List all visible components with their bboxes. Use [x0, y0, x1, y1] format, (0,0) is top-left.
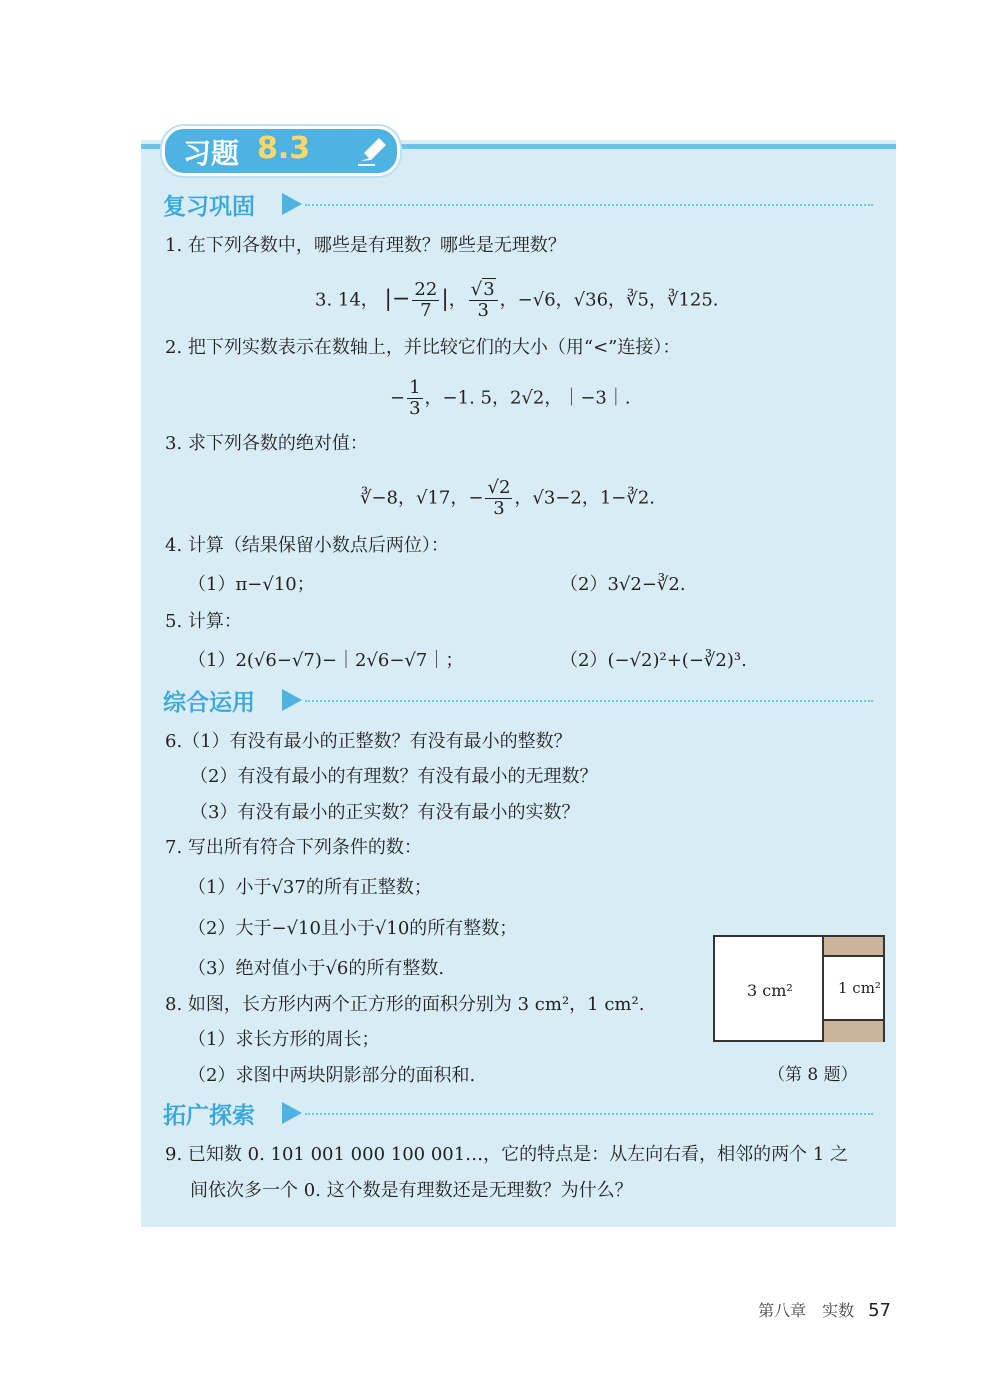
q2-text: 2. 把下列实数表示在数轴上，并比较它们的大小（用“<”连接）： [165, 337, 681, 358]
q7-text: 7. 写出所有符合下列条件的数： [165, 837, 422, 858]
q7-part2: （2）大于−√10且小于√10的所有整数； [188, 918, 518, 939]
q1-text: 1. 在下列各数中，哪些是有理数？哪些是无理数？ [165, 235, 566, 256]
page-number: 57 [868, 1300, 891, 1321]
exercise-number: 8.3 [257, 131, 311, 166]
q1-item-rest: ，−√6，√36，∛5，∛125. [499, 289, 719, 311]
chapter-label: 第八章 实数 [758, 1301, 855, 1320]
q2-fraction: $\frac{1}{3}$ [409, 377, 421, 419]
q1-item-a: 3. 14， [315, 289, 379, 311]
section-explore [163, 1097, 873, 1133]
section-arrow-icon [282, 689, 302, 711]
figure-left-label: 3 cm² [747, 981, 793, 1000]
exercise-title: 习题 [183, 137, 240, 170]
section-review-title: 复习巩固 [163, 194, 255, 220]
figure-shaded-top [824, 937, 883, 957]
q5-part1: （1）2(√6−√7)−｜2√6−√7｜； [188, 650, 464, 671]
q7-part3: （3）绝对值小于√6的所有整数. [188, 958, 445, 979]
section-apply-title: 综合运用 [163, 690, 255, 716]
q4-text: 4. 计算（结果保留小数点后两位）： [165, 535, 449, 556]
exercise-header-tab [162, 126, 400, 176]
section-divider [305, 204, 873, 206]
q1-numbers: 3. 14， |− $\frac{22}{7}$ |， $\frac{√3}{3}$ ，−√6，√36，∛5，∛125. [315, 279, 719, 321]
page-footer [758, 1298, 891, 1321]
q2-item-rest: ，−1. 5，2√2，｜−3｜. [424, 387, 631, 409]
section-arrow-icon [282, 193, 302, 215]
q6-line3: （3）有没有最小的正实数？有没有最小的实数？ [190, 802, 580, 823]
q2-numbers: − $\frac{1}{3}$ ，−1. 5，2√2，｜−3｜. [390, 377, 631, 419]
section-arrow-icon [282, 1102, 302, 1124]
q8-part2: （2）求图中两块阴影部分的面积和. [188, 1065, 476, 1086]
q3-fraction: $\frac{√2}{3}$ [487, 477, 511, 519]
q3-numbers [360, 478, 655, 519]
q8-figure [713, 935, 885, 1042]
q4-part1: （1）π−√10； [188, 574, 315, 595]
figure-right-label: 1 cm² [838, 979, 881, 997]
q3-item-a: ∛−8，√17，− [360, 487, 484, 509]
section-apply [163, 684, 873, 720]
q1-fraction-c: $\frac{√3}{3}$ [469, 280, 498, 321]
q6-line2: （2）有没有最小的有理数？有没有最小的无理数？ [190, 766, 598, 787]
pencil-icon [355, 135, 389, 167]
q3-text: 3. 求下列各数的绝对值： [165, 433, 368, 454]
q8-text: 8. 如图，长方形内两个正方形的面积分别为 3 cm²，1 cm². [165, 994, 645, 1015]
q9-line1: 9. 已知数 0. 101 001 000 100 001…，它的特点是：从左向右看，相邻的两个 1 之 [165, 1144, 849, 1165]
q8-part1: （1）求长方形的周长； [188, 1029, 380, 1050]
section-review [163, 188, 873, 224]
section-explore-title: 拓广探索 [163, 1103, 255, 1129]
q7-part1: （1）小于√37的所有正整数； [188, 877, 432, 898]
section-divider [305, 1113, 873, 1115]
section-divider [305, 700, 873, 702]
q5-text: 5. 计算： [165, 611, 242, 632]
q5-part2: （2）(−√2)²+(−∛2)³. [560, 650, 747, 671]
q3-item-rest: ，√3−2，1−∛2. [514, 487, 656, 509]
q6-line1: 6.（1）有没有最小的正整数？有没有最小的整数？ [165, 731, 572, 752]
figure-caption: （第 8 题） [768, 1065, 858, 1085]
figure-shaded-bottom [824, 1019, 883, 1042]
q1-fraction-b: $\frac{22}{7}$ [414, 279, 438, 321]
q9-line2: 间依次多一个 0. 这个数是有理数还是无理数？为什么？ [190, 1180, 633, 1201]
q4-part2: （2）3√2−∛2. [560, 574, 686, 595]
